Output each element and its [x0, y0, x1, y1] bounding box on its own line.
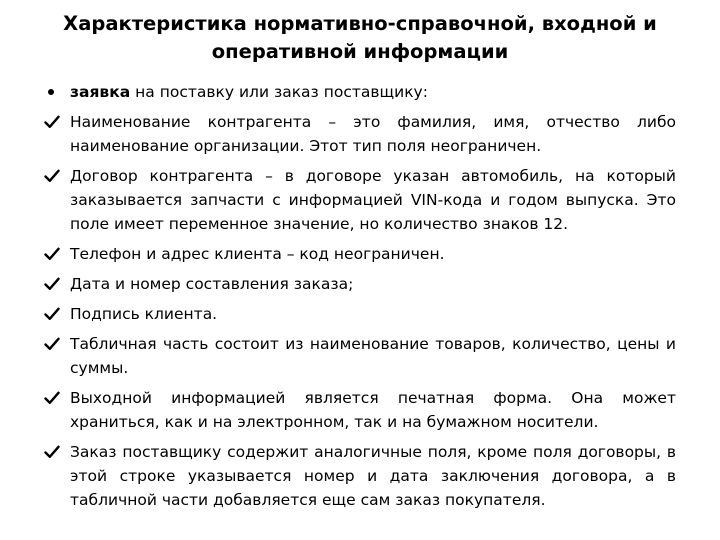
checkmark-icon — [44, 272, 64, 296]
list-item — [44, 386, 676, 434]
checkmark-icon — [44, 302, 64, 326]
list-item — [44, 440, 676, 512]
checkmark-icon — [44, 386, 64, 410]
item-bold-text: заявка — [70, 83, 131, 101]
list-item — [44, 110, 676, 158]
list-item — [44, 242, 676, 266]
list-item — [44, 80, 676, 104]
item-text: Наименование контрагента – это фамилия, имя, отчество либо наименование организации. Этот тип поля неограничен. — [70, 113, 676, 155]
item-text: Выходной информацией является печатная форма. Она может храниться, как и на электронном, так и на бумажном носители. — [70, 389, 676, 431]
item-text: Табличная часть состоит из наименование товаров, количество, цены и суммы. — [70, 335, 676, 377]
list-item — [44, 164, 676, 236]
checkmark-icon — [44, 164, 64, 188]
list-item — [44, 272, 676, 296]
checkmark-icon — [44, 242, 64, 266]
item-text: Дата и номер составления заказа; — [70, 275, 354, 293]
bullet-icon — [44, 80, 64, 104]
list-item — [44, 302, 676, 326]
list-item — [44, 332, 676, 380]
bullet-list — [44, 80, 676, 518]
slide-title: Характеристика нормативно-справочной, входной и оперативной информации — [63, 12, 657, 63]
item-text: Заказ поставщику содержит аналогичные поля, кроме поля договоры, в этой строке указывается номер и дата заключения договора, а в табличной части добавляется еще сам заказ покупателя. — [70, 443, 676, 509]
checkmark-icon — [44, 110, 64, 134]
checkmark-icon — [44, 440, 64, 464]
item-text: на поставку или заказ поставщику: — [130, 83, 428, 101]
checkmark-icon — [44, 332, 64, 356]
item-text: Подпись клиента. — [70, 305, 218, 323]
item-text: Телефон и адрес клиента – код неограничен. — [70, 245, 445, 263]
item-text: Договор контрагента – в договоре указан автомобиль, на который заказывается запчасти с информацией VIN-кода и годом выпуска. Это поле имеет переменное значение, но количество знаков 12. — [70, 167, 676, 233]
